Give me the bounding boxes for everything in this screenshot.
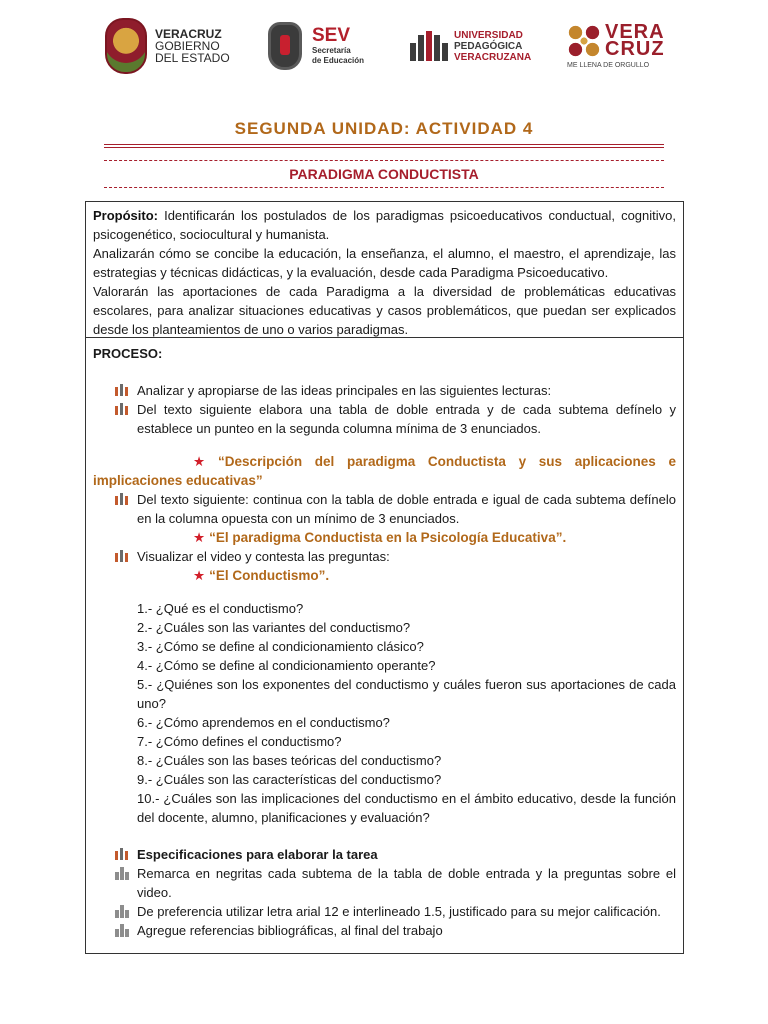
logo-text-line: GOBIERNO (155, 39, 220, 53)
building-bullet-icon (115, 867, 129, 880)
process-box (85, 338, 684, 954)
reading-title (93, 452, 676, 490)
list-item (93, 400, 676, 438)
header-logos (105, 14, 695, 78)
title-rule (104, 144, 664, 145)
list-item (93, 381, 676, 400)
question-item: 3.- ¿Cómo se define al condicionamiento clásico? (137, 639, 424, 654)
building-bullet-icon (115, 905, 129, 918)
logo-text-line: CRUZ (605, 37, 665, 60)
books-bullet-icon (115, 848, 131, 860)
reading-title (93, 566, 676, 585)
reading-title (93, 528, 676, 547)
list-item (93, 921, 676, 940)
list-item (93, 547, 676, 566)
step-text: Del texto siguiente: continua con la tabla de doble entrada e igual de cada subtema defínelo en la columna opuesta con un mínimo de 3 enunciados. (137, 492, 676, 526)
purpose-paragraph (93, 206, 676, 244)
books-bullet-icon (115, 550, 131, 562)
question-item: 1.- ¿Qué es el conductismo? (137, 601, 304, 616)
process-label: PROCESO: (93, 346, 163, 361)
spec-text: De preferencia utilizar letra arial 12 e interlineado 1.5, justificado para su mejor calificación. (137, 904, 661, 919)
logo-text-line: UNIVERSIDAD (454, 29, 523, 41)
purpose-label: Propósito: (93, 208, 158, 223)
question-item: 2.- ¿Cuáles son las variantes del conductismo? (137, 620, 411, 635)
star-icon: ★ (193, 568, 206, 583)
dashed-divider (104, 160, 664, 161)
step-text: Del texto siguiente elabora una tabla de doble entrada y de cada subtema defínelo y establece un punteo en la segunda columna mínima de 3 enunciados. (137, 402, 676, 436)
section-subtitle: PARADIGMA CONDUCTISTA (289, 166, 479, 182)
question-item: 7.- ¿Cómo defines el conductismo? (137, 734, 342, 749)
logo-tagline: ME LLENA DE ORGULLO (567, 61, 650, 69)
list-item (93, 490, 676, 528)
veracruz-orgullo-logo (567, 14, 665, 78)
books-bullet-icon (115, 384, 131, 396)
sev-subtitle: de Educación (312, 56, 365, 65)
spec-text: Remarca en negritas cada subtema de la tabla de doble entrada y la preguntas sobre el video. (137, 866, 676, 900)
star-icon: ★ (193, 530, 206, 545)
question-item: 6.- ¿Cómo aprendemos en el conductismo? (137, 715, 390, 730)
books-bullet-icon (115, 403, 131, 415)
logo-text-line: DEL ESTADO (155, 51, 230, 65)
purpose-text: Identificarán los postulados de los paradigmas psicoeducativos conductual, cognitivo, psicogenético, sociocultural y humanista. (93, 208, 676, 242)
question-item: 4.- ¿Cómo se define al condicionamiento operante? (137, 658, 436, 673)
list-item (93, 902, 676, 921)
spec-title: Especificaciones para elaborar la tarea (137, 847, 378, 862)
purpose-box (85, 201, 684, 338)
question-item: 9.- ¿Cuáles son las características del conductismo? (137, 772, 442, 787)
question-item: 10.- ¿Cuáles son las implicaciones del conductismo en el ámbito educativo, desde la función del docente, alumno, planificaciones y evaluación? (137, 791, 676, 825)
title-rule (104, 147, 664, 148)
logo-text-line: VERA (605, 20, 665, 43)
sev-seal-icon (268, 22, 302, 70)
reading-text: “Descripción del paradigma Conductista y sus aplicaciones e implicaciones educativas” (93, 454, 676, 488)
purpose-paragraph: Valorarán las aportaciones de cada Paradigma a la diversidad de problemáticas educativas escolares, para analizar situaciones educativas y casos problemáticos, que puedan ser explicados desde los planteamientos de uno o varios paradigmas. (93, 284, 676, 337)
step-text: Analizar y apropiarse de las ideas principales en las siguientes lecturas: (137, 383, 552, 398)
reading-text: “El paradigma Conductista en la Psicología Educativa”. (209, 530, 567, 545)
flower-pattern-icon (567, 24, 601, 58)
list-item (93, 845, 676, 864)
list-item (93, 864, 676, 902)
star-icon: ★ (193, 454, 215, 469)
logo-text-line: VERACRUZ (155, 27, 222, 41)
sev-subtitle: Secretaría (312, 46, 351, 55)
question-item: 5.- ¿Quiénes son los exponentes del conductismo y cuáles fueron sus aportaciones de cada uno? (137, 677, 676, 711)
logo-text-line: PEDAGÓGICA (454, 40, 523, 52)
step-text: Visualizar el video y contesta las preguntas: (137, 549, 390, 564)
veracruz-gobierno-logo (105, 14, 230, 78)
dashed-divider (104, 187, 664, 188)
upv-logo (410, 14, 531, 78)
page-title: SEGUNDA UNIDAD: ACTIVIDAD 4 (234, 119, 534, 138)
question-item: 8.- ¿Cuáles son las bases teóricas del conductismo? (137, 753, 442, 768)
veracruz-seal-icon (105, 18, 147, 74)
logo-text-line: VERACRUZANA (454, 51, 532, 63)
building-bullet-icon (115, 924, 129, 937)
spec-text: Agregue referencias bibliográficas, al final del trabajo (137, 923, 443, 938)
books-bullet-icon (115, 493, 131, 505)
upv-mark-icon (410, 31, 448, 61)
purpose-paragraph: Analizarán cómo se concibe la educación, la enseñanza, el alumno, el maestro, el aprendizaje, las estrategias y técnicas didácticas, y la evaluación, desde cada Paradigma Psicoeducativo. (93, 246, 676, 280)
reading-text: “El Conductismo”. (209, 568, 330, 583)
sev-title: SEV (312, 25, 351, 46)
sev-logo (268, 14, 364, 78)
